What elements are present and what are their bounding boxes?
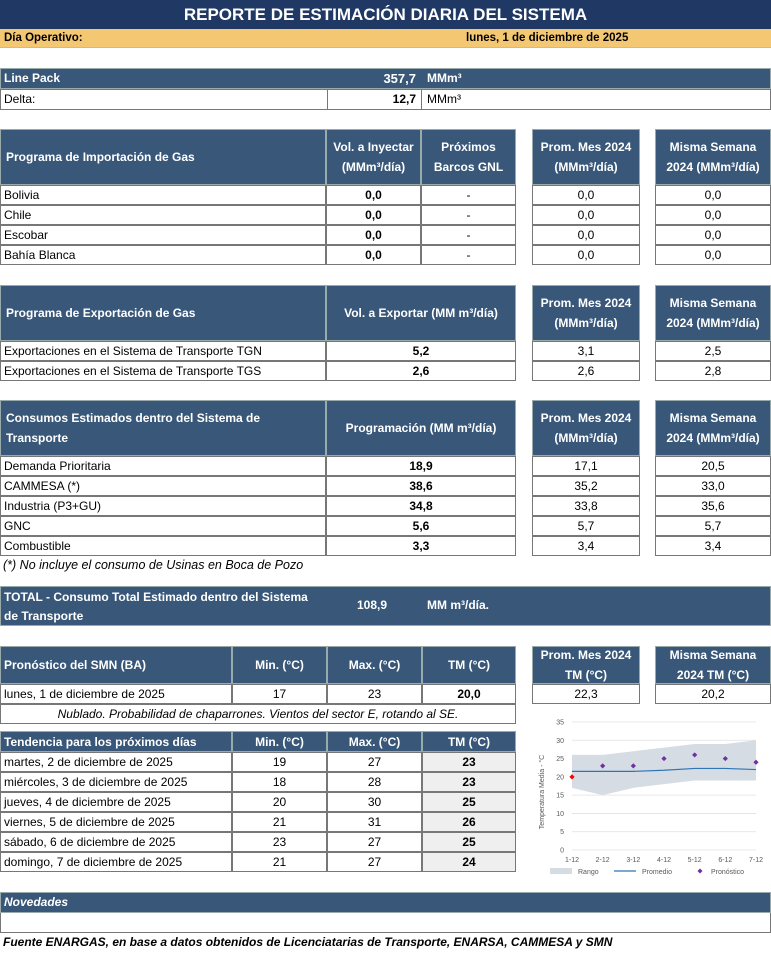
import-row-prom: 0,0	[532, 205, 640, 225]
trend-row-min: 21	[232, 812, 327, 832]
operative-day-row	[0, 29, 771, 48]
trend-row-date: domingo, 7 de diciembre de 2025	[0, 852, 232, 872]
chart-y-tick-label: 0	[560, 847, 564, 855]
consumo-row-prom: 5,7	[532, 516, 640, 536]
delta-label: Delta:	[4, 92, 36, 106]
consumo-row-name: Demanda Prioritaria	[0, 456, 326, 476]
chart-y-tick-label: 30	[556, 737, 564, 745]
trend-row-tm: 23	[422, 772, 516, 792]
total-row	[0, 586, 771, 626]
chart-y-axis-label: Temperatura Media - °C	[539, 754, 546, 830]
export-row-name: Exportaciones en el Sistema de Transporte TGS	[0, 361, 326, 381]
import-row-vol: 0,0	[326, 205, 421, 225]
novedades-title: Novedades	[0, 892, 771, 913]
export-row-vol: 5,2	[326, 341, 516, 361]
consumo-col-prom: Prom. Mes 2024 (MMm³/día)	[532, 400, 640, 456]
delta-unit: MMm³	[427, 92, 461, 106]
chart-legend-rango-label: Rango	[578, 869, 599, 876]
consumo-col-vol: Programación (MM m³/día)	[326, 400, 516, 456]
delta-row	[0, 89, 771, 110]
chart-y-tick-label: 10	[556, 810, 564, 818]
smn-today-tm: 20,0	[422, 684, 516, 704]
consumo-row-name: Industria (P3+GU)	[0, 496, 326, 516]
trend-row-tm: 26	[422, 812, 516, 832]
smn-col-max: Max. (°C)	[327, 646, 422, 684]
novedades-body	[0, 913, 771, 933]
import-row-prom: 0,0	[532, 185, 640, 205]
linepack-label: Line Pack	[4, 71, 61, 85]
temperature-chart	[524, 712, 771, 882]
consumo-row-name: Combustible	[0, 536, 326, 556]
import-row-prom: 0,0	[532, 225, 640, 245]
import-col-sem: Misma Semana 2024 (MMm³/día)	[655, 129, 771, 185]
export-row-vol: 2,6	[326, 361, 516, 381]
trend-row-min: 20	[232, 792, 327, 812]
import-row-name: Bahía Blanca	[0, 245, 326, 265]
trend-row-date: viernes, 5 de diciembre de 2025	[0, 812, 232, 832]
trend-row-max: 28	[327, 772, 422, 792]
chart-legend-pronostico-label: Pronóstico	[711, 869, 745, 876]
import-row-sem: 0,0	[655, 245, 771, 265]
consumo-row-sem: 5,7	[655, 516, 771, 536]
import-row-name: Bolivia	[0, 185, 326, 205]
trend-row-date: martes, 2 de diciembre de 2025	[0, 752, 232, 772]
import-row-name: Chile	[0, 205, 326, 225]
chart-legend-pronostico-swatch	[698, 869, 703, 874]
chart-x-tick-label: 3-12	[626, 857, 641, 864]
consumo-row-sem: 33,0	[655, 476, 771, 496]
trend-row-max: 30	[327, 792, 422, 812]
chart-x-tick-label: 6-12	[718, 857, 733, 864]
chart-x-tick-label: 7-12	[748, 857, 764, 864]
consumo-row-prom: 33,8	[532, 496, 640, 516]
import-row-vol: 0,0	[326, 245, 421, 265]
export-col-vol: Vol. a Exportar (MM m³/día)	[326, 285, 516, 341]
smn-col-tm: TM (°C)	[422, 646, 516, 684]
import-row-ships: -	[421, 205, 516, 225]
trend-row-tm: 23	[422, 752, 516, 772]
chart-x-tick-label: 5-12	[687, 857, 702, 864]
import-row-sem: 0,0	[655, 205, 771, 225]
consumo-title: Consumos Estimados dentro del Sistema de Transporte	[0, 400, 326, 456]
chart-y-tick-label: 35	[556, 719, 564, 727]
export-title: Programa de Exportación de Gas	[0, 285, 326, 341]
trend-row-max: 27	[327, 832, 422, 852]
consumo-row-vol: 18,9	[326, 456, 516, 476]
chart-y-tick-label: 15	[556, 792, 564, 800]
smn-col-min: Min. (°C)	[232, 646, 327, 684]
operative-day-value: lunes, 1 de diciembre de 2025	[466, 32, 629, 44]
consumo-row-sem: 20,5	[655, 456, 771, 476]
export-row-name: Exportaciones en el Sistema de Transporte TGN	[0, 341, 326, 361]
chart-y-tick-label: 20	[556, 774, 564, 782]
trend-col-tm: TM (°C)	[422, 731, 516, 752]
chart-range-area	[572, 740, 756, 795]
trend-row-max: 27	[327, 852, 422, 872]
smn-today-sem: 20,2	[655, 684, 771, 704]
trend-row-tm: 25	[422, 832, 516, 852]
import-row-ships: -	[421, 185, 516, 205]
trend-col-max: Max. (°C)	[327, 731, 422, 752]
export-col-prom: Prom. Mes 2024 (MMm³/día)	[532, 285, 640, 341]
import-row-prom: 0,0	[532, 245, 640, 265]
trend-title: Tendencia para los próximos días	[0, 731, 232, 752]
trend-row-max: 31	[327, 812, 422, 832]
import-row-ships: -	[421, 245, 516, 265]
export-row-prom: 2,6	[532, 361, 640, 381]
total-unit: MM m³/día.	[427, 598, 489, 612]
import-title: Programa de Importación de Gas	[0, 129, 326, 185]
import-row-name: Escobar	[0, 225, 326, 245]
chart-x-tick-label: 2-12	[595, 857, 610, 864]
import-col-ships: Próximos Barcos GNL	[421, 129, 516, 185]
consumo-row-vol: 3,3	[326, 536, 516, 556]
smn-today-max: 23	[327, 684, 422, 704]
import-col-vol: Vol. a Inyectar (MMm³/día)	[326, 129, 421, 185]
consumo-row-vol: 34,8	[326, 496, 516, 516]
trend-row-max: 27	[327, 752, 422, 772]
export-row-sem: 2,5	[655, 341, 771, 361]
consumo-note: (*) No incluye el consumo de Usinas en Boca de Pozo	[3, 558, 304, 572]
footer-source: Fuente ENARGAS, en base a datos obtenidos de Licenciatarias de Transporte, ENARSA, CAMMESA y SMN	[3, 935, 613, 949]
trend-row-tm: 24	[422, 852, 516, 872]
export-col-sem: Misma Semana 2024 (MMm³/día)	[655, 285, 771, 341]
trend-row-min: 19	[232, 752, 327, 772]
trend-row-date: sábado, 6 de diciembre de 2025	[0, 832, 232, 852]
trend-col-min: Min. (°C)	[232, 731, 327, 752]
export-row-sem: 2,8	[655, 361, 771, 381]
operative-day-label: Día Operativo:	[4, 32, 83, 44]
import-row-sem: 0,0	[655, 185, 771, 205]
delta-value: 12,7	[327, 90, 422, 109]
chart-legend-rango-swatch	[550, 868, 572, 874]
consumo-row-prom: 35,2	[532, 476, 640, 496]
consumo-row-prom: 17,1	[532, 456, 640, 476]
consumo-row-vol: 5,6	[326, 516, 516, 536]
chart-y-tick-label: 25	[556, 756, 564, 764]
linepack-unit: MMm³	[427, 71, 462, 85]
trend-row-min: 21	[232, 852, 327, 872]
linepack-value: 357,7	[383, 71, 416, 86]
chart-legend-promedio-label: Promedio	[642, 869, 672, 876]
trend-row-tm: 25	[422, 792, 516, 812]
smn-today-date: lunes, 1 de diciembre de 2025	[0, 684, 232, 704]
linepack-row	[0, 68, 771, 89]
trend-row-min: 23	[232, 832, 327, 852]
consumo-row-name: GNC	[0, 516, 326, 536]
export-row-prom: 3,1	[532, 341, 640, 361]
report-title: REPORTE DE ESTIMACIÓN DIARIA DEL SISTEMA	[0, 0, 771, 29]
trend-row-min: 18	[232, 772, 327, 792]
trend-row-date: miércoles, 3 de diciembre de 2025	[0, 772, 232, 792]
smn-today-prom: 22,3	[532, 684, 640, 704]
total-label: TOTAL - Consumo Total Estimado dentro del Sistema de Transporte	[4, 590, 308, 623]
consumo-row-sem: 3,4	[655, 536, 771, 556]
smn-today-min: 17	[232, 684, 327, 704]
consumo-row-sem: 35,6	[655, 496, 771, 516]
consumo-row-vol: 38,6	[326, 476, 516, 496]
smn-col-prom: Prom. Mes 2024 TM (°C)	[532, 646, 640, 684]
import-row-sem: 0,0	[655, 225, 771, 245]
smn-title: Pronóstico del SMN (BA)	[0, 646, 232, 684]
trend-row-date: jueves, 4 de diciembre de 2025	[0, 792, 232, 812]
import-col-prom: Prom. Mes 2024 (MMm³/día)	[532, 129, 640, 185]
import-row-ships: -	[421, 225, 516, 245]
chart-x-tick-label: 4-12	[656, 857, 672, 864]
chart-x-tick-label: 1-12	[564, 857, 580, 864]
consumo-row-prom: 3,4	[532, 536, 640, 556]
smn-col-sem: Misma Semana 2024 TM (°C)	[655, 646, 771, 684]
total-value: 108,9	[357, 598, 388, 612]
import-row-vol: 0,0	[326, 225, 421, 245]
smn-description: Nublado. Probabilidad de chaparrones. Vientos del sector E, rotando al SE.	[0, 704, 516, 724]
chart-y-tick-label: 5	[560, 829, 564, 837]
import-row-vol: 0,0	[326, 185, 421, 205]
consumo-col-sem: Misma Semana 2024 (MMm³/día)	[655, 400, 771, 456]
consumo-row-name: CAMMESA (*)	[0, 476, 326, 496]
